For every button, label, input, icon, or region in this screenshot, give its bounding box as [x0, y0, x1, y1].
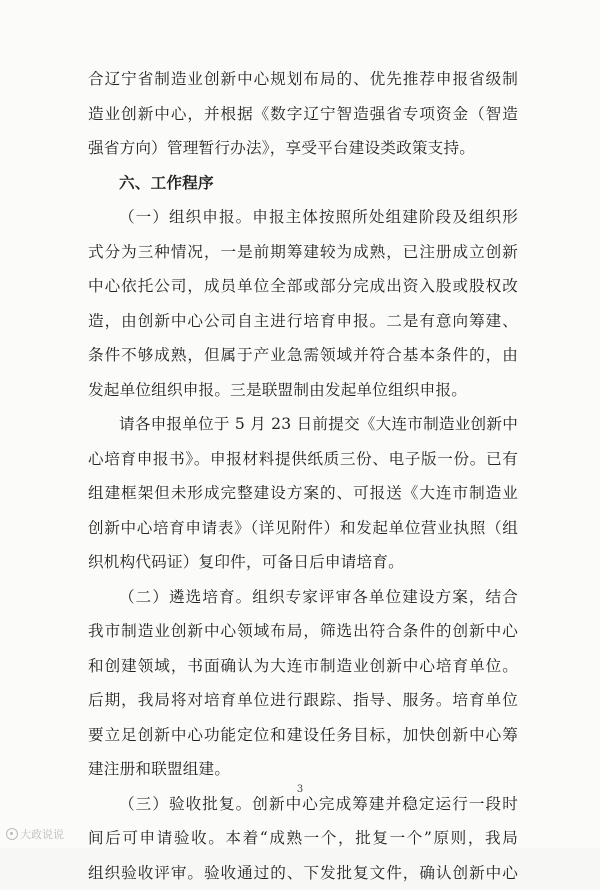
text-line: 创新中心培育申请表》（详见附件）和发起单位营业执照（组: [88, 511, 518, 546]
paragraph-start: （一）组织申报。申报主体按照所处组建阶段及组织形: [88, 200, 518, 235]
section-heading: 六、工作程序: [88, 166, 518, 201]
text-line: 建注册和联盟组建。: [88, 752, 518, 787]
text-line: 式分为三种情况，一是前期筹建较为成熟，已注册成立创新: [88, 235, 518, 270]
text-line: 要立足创新中心功能定位和建设任务目标，加快创新中心筹: [88, 718, 518, 753]
watermark: [6, 826, 64, 842]
text-line: 发起单位组织申报。三是联盟制由发起单位组织申报。: [88, 373, 518, 408]
text-line: 和创建领域，书面确认为大连市制造业创新中心培育单位。: [88, 649, 518, 684]
text-line: 造，由创新中心公司自主进行培育申报。二是有意向筹建、: [88, 304, 518, 339]
text-line: 条件不够成熟，但属于产业急需领域并符合基本条件的，由: [88, 338, 518, 373]
watermark-text: 大政说说: [20, 826, 64, 842]
text-line: 我市制造业创新中心领域布局，筛选出符合条件的创新中心: [88, 614, 518, 649]
watermark-logo-icon: [6, 828, 18, 840]
paragraph-start: （二）遴选培育。组织专家评审各单位建设方案，结合: [88, 580, 518, 615]
text-line: 强省方向）管理暂行办法》，享受平台建设类政策支持。: [88, 131, 518, 166]
text-line: 组织验收评审。验收通过的、下发批复文件，确认创新中心: [88, 856, 518, 890]
text-line: 织机构代码证）复印件，可备日后申请培育。: [88, 545, 518, 580]
paragraph-start: （三）验收批复。创新中心完成筹建并稳定运行一段时: [88, 787, 518, 822]
text-line: 中心依托公司，成员单位全部或部分完成出资入股或股权改: [88, 269, 518, 304]
text-line: 后期，我局将对培育单位进行跟踪、指导、服务。培育单位: [88, 683, 518, 718]
document-body: [88, 62, 518, 890]
text-line: 组建框架但未形成完整建设方案的、可报送《大连市制造业: [88, 476, 518, 511]
text-line: 间后可申请验收。本着“成熟一个，批复一个”原则，我局: [88, 821, 518, 856]
text-line: 造业创新中心，并根据《数字辽宁智造强省专项资金（智造: [88, 97, 518, 132]
text-line: 心培育申报书》。申报材料提供纸质三份、电子版一份。已有: [88, 442, 518, 477]
text-line: 合辽宁省制造业创新中心规划布局的、优先推荐申报省级制: [88, 62, 518, 97]
page-number: 3: [0, 784, 600, 795]
paragraph-start: 请各申报单位于 5 月 23 日前提交《大连市制造业创新中: [88, 407, 518, 442]
